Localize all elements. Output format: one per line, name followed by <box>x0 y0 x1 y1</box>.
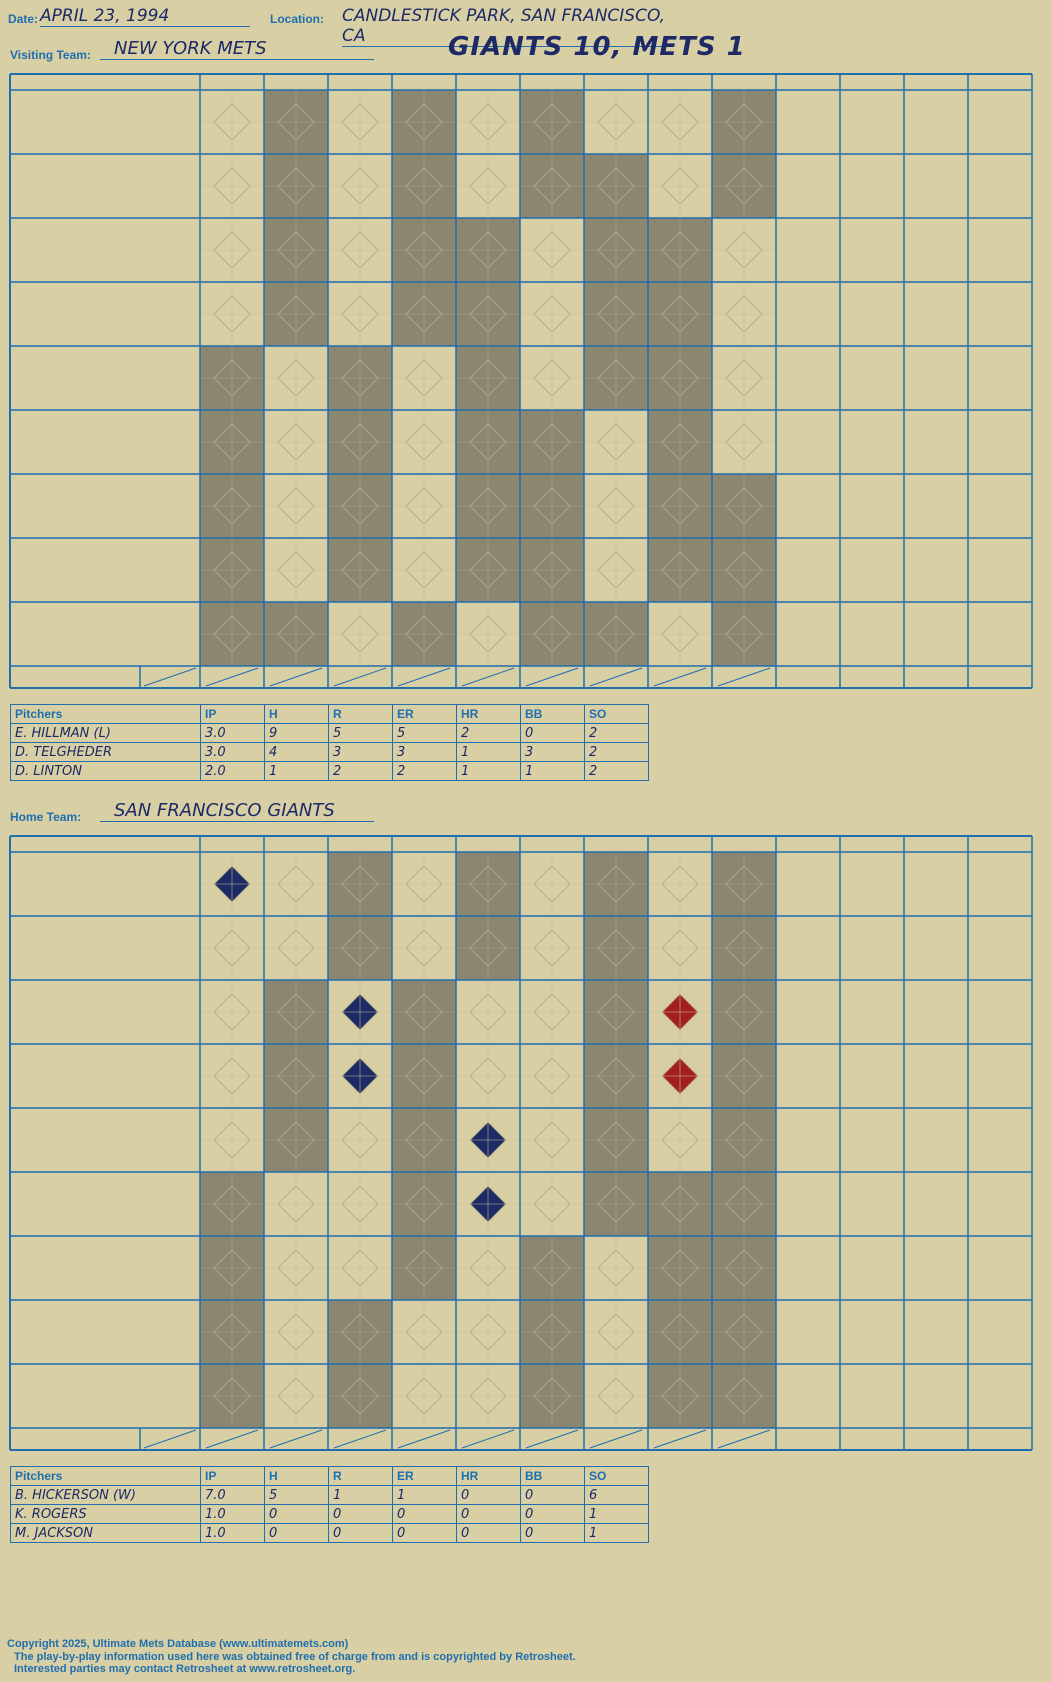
visiting-team-label: Visiting Team: <box>10 48 91 62</box>
pitcher-stat: 2 <box>393 762 457 781</box>
base-diamond <box>712 1364 776 1428</box>
base-diamond <box>328 1236 392 1300</box>
game-result: GIANTS 10, METS 1 <box>448 32 746 62</box>
pitcher-stat: 6 <box>585 1486 649 1505</box>
location-label: Location: <box>270 12 324 26</box>
pitcher-name: K. ROGERS <box>11 1505 201 1524</box>
base-diamond <box>648 1300 712 1364</box>
pitcher-column-header: H <box>265 1467 329 1486</box>
base-diamond <box>392 1172 456 1236</box>
pitcher-stat: 1 <box>265 762 329 781</box>
pitcher-stat: 1 <box>521 762 585 781</box>
base-diamond <box>648 1364 712 1428</box>
pitcher-name: M. JACKSON <box>11 1524 201 1543</box>
base-diamond <box>328 1044 392 1108</box>
visiting-team-name: NEW YORK METS <box>100 38 374 60</box>
base-diamond <box>456 916 520 980</box>
base-diamond <box>392 916 456 980</box>
base-diamond <box>200 1044 264 1108</box>
base-diamond <box>712 1108 776 1172</box>
pitcher-stat: 5 <box>329 724 393 743</box>
pitcher-stat: 1 <box>585 1505 649 1524</box>
pitcher-stat: 1 <box>457 743 521 762</box>
base-diamond <box>328 980 392 1044</box>
pitcher-stat: 3 <box>329 743 393 762</box>
pitcher-stat: 0 <box>457 1486 521 1505</box>
base-diamond <box>264 1300 328 1364</box>
pitcher-column-header: IP <box>201 705 265 724</box>
pitcher-column-header: Pitchers <box>11 705 201 724</box>
base-diamond <box>712 916 776 980</box>
base-diamond <box>264 1236 328 1300</box>
base-diamond <box>264 1364 328 1428</box>
base-diamond <box>456 1364 520 1428</box>
pitcher-stat: 0 <box>521 1524 585 1543</box>
pitcher-stat: 3.0 <box>201 724 265 743</box>
base-diamond <box>328 916 392 980</box>
pitcher-stat: 9 <box>265 724 329 743</box>
base-diamond <box>392 852 456 916</box>
base-diamond <box>392 1236 456 1300</box>
pitcher-stat: 7.0 <box>201 1486 265 1505</box>
base-diamond <box>392 1044 456 1108</box>
base-diamond <box>520 1364 584 1428</box>
base-diamond <box>584 1044 648 1108</box>
pitcher-stat: 1 <box>329 1486 393 1505</box>
base-diamond <box>712 1300 776 1364</box>
pitcher-stat: 1.0 <box>201 1505 265 1524</box>
home-team-name: SAN FRANCISCO GIANTS <box>100 800 374 822</box>
base-diamond <box>200 1172 264 1236</box>
base-diamond <box>456 1172 520 1236</box>
base-diamond <box>200 1300 264 1364</box>
home-pitchers-table <box>10 1466 649 1543</box>
base-diamond <box>264 916 328 980</box>
pitcher-stat: 0 <box>457 1524 521 1543</box>
pitcher-stat: 0 <box>265 1505 329 1524</box>
pitcher-stat: 2 <box>585 724 649 743</box>
base-diamond <box>392 1108 456 1172</box>
base-diamond <box>200 980 264 1044</box>
base-diamond <box>584 916 648 980</box>
base-diamond <box>712 980 776 1044</box>
pitcher-stat: 0 <box>329 1505 393 1524</box>
home-team-label: Home Team: <box>10 810 82 824</box>
base-diamond <box>328 1172 392 1236</box>
base-diamond <box>200 1236 264 1300</box>
pitcher-stat: 0 <box>393 1524 457 1543</box>
pitcher-name: B. HICKERSON (W) <box>11 1486 201 1505</box>
pitcher-column-header: Pitchers <box>11 1467 201 1486</box>
base-diamond <box>520 1236 584 1300</box>
pitcher-stat: 5 <box>265 1486 329 1505</box>
base-diamond <box>648 1172 712 1236</box>
base-diamond <box>584 1236 648 1300</box>
base-diamond <box>200 916 264 980</box>
pitcher-column-header: HR <box>457 1467 521 1486</box>
base-diamond <box>264 1108 328 1172</box>
base-diamond <box>520 916 584 980</box>
base-diamond <box>712 1172 776 1236</box>
pitcher-stat: 0 <box>329 1524 393 1543</box>
base-diamond <box>328 1300 392 1364</box>
pitcher-column-header: SO <box>585 705 649 724</box>
pitcher-stat: 3.0 <box>201 743 265 762</box>
pitcher-column-header: R <box>329 1467 393 1486</box>
pitcher-stat: 2.0 <box>201 762 265 781</box>
base-diamond <box>328 852 392 916</box>
base-diamond <box>392 980 456 1044</box>
pitcher-stat: 2 <box>329 762 393 781</box>
base-diamond <box>264 980 328 1044</box>
base-diamond <box>392 1364 456 1428</box>
pitcher-column-header: HR <box>457 705 521 724</box>
base-diamond <box>520 1108 584 1172</box>
base-diamond <box>264 852 328 916</box>
pitcher-column-header: ER <box>393 705 457 724</box>
pitcher-stat: 2 <box>457 724 521 743</box>
base-diamond <box>264 1172 328 1236</box>
pitcher-stat: 1 <box>393 1486 457 1505</box>
base-diamond <box>456 1236 520 1300</box>
pitcher-column-header: IP <box>201 1467 265 1486</box>
pitcher-stat: 0 <box>521 1486 585 1505</box>
pitcher-stat: 0 <box>265 1524 329 1543</box>
base-diamond <box>584 980 648 1044</box>
footer-retrosheet: The play-by-play information used here was obtained free of charge from and is copyrighted by Retrosheet. <box>14 1651 576 1663</box>
base-diamond <box>456 1044 520 1108</box>
base-diamond <box>456 852 520 916</box>
base-diamond <box>200 1108 264 1172</box>
base-diamond <box>456 1108 520 1172</box>
base-diamond <box>328 1364 392 1428</box>
pitcher-column-header: R <box>329 705 393 724</box>
pitcher-column-header: H <box>265 705 329 724</box>
pitcher-stat: 0 <box>457 1505 521 1524</box>
pitcher-name: E. HILLMAN (L) <box>11 724 201 743</box>
base-diamond <box>584 852 648 916</box>
base-diamond <box>520 852 584 916</box>
pitcher-stat: 2 <box>585 743 649 762</box>
game-location: CANDLESTICK PARK, SAN FRANCISCO, CA <box>342 6 672 47</box>
base-diamond <box>648 1044 712 1108</box>
base-diamond <box>584 1172 648 1236</box>
base-diamond <box>456 980 520 1044</box>
pitcher-row <box>11 1486 649 1505</box>
pitcher-name: D. LINTON <box>11 762 201 781</box>
pitcher-row <box>11 1505 649 1524</box>
pitcher-stat: 5 <box>393 724 457 743</box>
base-diamond <box>328 1108 392 1172</box>
base-diamond <box>648 1236 712 1300</box>
base-diamond <box>520 1300 584 1364</box>
pitcher-name: D. TELGHEDER <box>11 743 201 762</box>
base-diamond <box>520 1172 584 1236</box>
base-diamond <box>520 1044 584 1108</box>
pitcher-column-header: ER <box>393 1467 457 1486</box>
pitcher-stat: 1 <box>585 1524 649 1543</box>
game-date: APRIL 23, 1994 <box>40 6 250 27</box>
base-diamond <box>648 852 712 916</box>
pitcher-stat: 3 <box>521 743 585 762</box>
pitcher-row <box>11 1524 649 1543</box>
base-diamond <box>392 1300 456 1364</box>
base-diamond <box>200 852 264 916</box>
base-diamond <box>648 916 712 980</box>
base-diamond <box>712 852 776 916</box>
pitcher-stat: 1 <box>457 762 521 781</box>
base-diamond <box>200 1364 264 1428</box>
pitcher-column-header: BB <box>521 1467 585 1486</box>
footer-copyright: Copyright 2025, Ultimate Mets Database (www.ultimatemets.com) <box>7 1638 349 1650</box>
pitcher-stat: 0 <box>393 1505 457 1524</box>
pitcher-stat: 0 <box>521 1505 585 1524</box>
pitcher-stat: 1.0 <box>201 1524 265 1543</box>
base-diamond <box>712 1044 776 1108</box>
base-diamond <box>712 1236 776 1300</box>
pitcher-stat: 3 <box>393 743 457 762</box>
base-diamond <box>520 980 584 1044</box>
date-label: Date: <box>8 12 39 26</box>
base-diamond <box>584 1364 648 1428</box>
base-diamond <box>584 1108 648 1172</box>
base-diamond <box>584 1300 648 1364</box>
pitcher-column-header: BB <box>521 705 585 724</box>
base-diamond <box>648 1108 712 1172</box>
base-diamond <box>648 980 712 1044</box>
footer-contact: Interested parties may contact Retrosheet at www.retrosheet.org. <box>14 1663 356 1675</box>
pitcher-stat: 0 <box>521 724 585 743</box>
base-diamond <box>456 1300 520 1364</box>
pitcher-stat: 2 <box>585 762 649 781</box>
base-diamond <box>264 1044 328 1108</box>
pitcher-column-header: SO <box>585 1467 649 1486</box>
pitcher-stat: 4 <box>265 743 329 762</box>
